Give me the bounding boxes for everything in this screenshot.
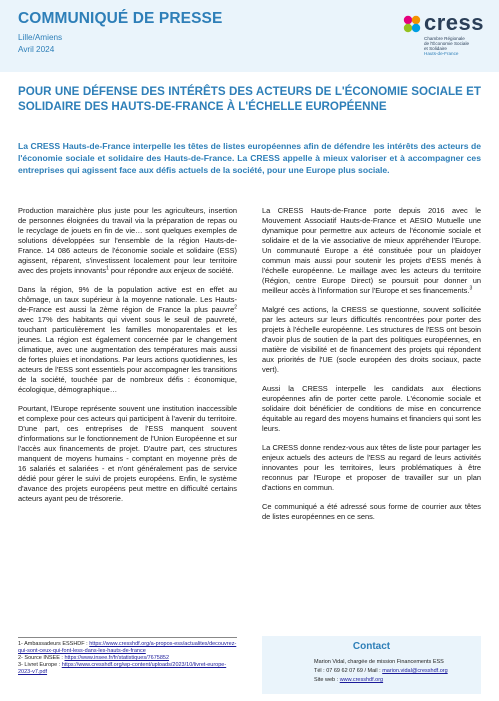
right-paragraph-4: La CRESS donne rendez-vous aux têtes de liste pour partager les enjeux actuels des acteurs de l'ESS au regard de leurs activités innovantes pour les territoires, leurs problématiques à être reconnus par l'Europe et proposer de travailler sur un plan d'actions en commun. [262,443,481,492]
contact-details [314,658,448,685]
contact-site-link[interactable]: www.cresshdf.org [339,677,384,683]
footnote-ref-1: 1 [106,265,109,272]
footnote-divider [18,637,237,638]
cress-logo [402,10,490,54]
footnote-2: 2- Source INSEE : https://www.insee.fr/fr/statistiques/7675852 [18,655,170,661]
contact-name: Marion Vidal, chargée de mission Financements ESS [314,659,444,665]
right-paragraph-2: Malgré ces actions, la CRESS se questionne, souvent sollicitée par les acteurs sur leurs difficultés rencontrées pour porter des projets à l'échelle européenne. Les structures de l'ESS ont besoin d'avoir plus de soutien de la part des politiques européennes, en matière de visibilité et de financement des projets qui répondent aux priorités de l'UE (socle européen des droits sociaux, pacte vert). [262,305,481,374]
footnote-3-link[interactable]: https://www.cresshdf.org/wp-content/uploads/2023/10/livret-europe-2023-v7.pdf [18,662,227,675]
contact-site: Site web : www.cresshdf.org [314,677,384,683]
footnotes [18,641,237,676]
left-column [18,206,237,513]
cress-logo-mark-icon [402,14,422,34]
left-paragraph-2: Dans la région, 9% de la population active est en effet au chômage, un taux supérieur à la moyenne nationale. Les Hauts-de-France est aussi la 2ème région de France la plus pauvre$^2$ avec 17% des habitants qui vivent sous le seuil de pauvreté, touchant particulièrement les familles monoparentales et les jeunes. La région est également concernée par le changement climatique, avec une augmentation des températures mais aussi de fortes pluies et inondations. Par leurs actions quotidiennes, les acteurs de l'ESS sont essentiels pour accompagner les transitions de la société, touchée par de nombreux défis : économique, écologique, démographique… [18,285,237,394]
header-band [0,0,499,72]
footnote-3: 3- Livret Europe : https://www.cresshdf.org/wp-content/uploads/2023/10/livret-europe-2023-v7.pdf [18,662,227,675]
footnote-ref-2: 2 [234,304,237,311]
left-paragraph-1: Production maraichère plus juste pour les agriculteurs, insertion de personnes éloignées du travail via la préparation de repas ou le recyclage de jouets en fin de vie… sont quelques exemples de solutions développées sur l'ensemble de la région Hauts-de-France. 14 086 acteurs de l'économie sociale et solidaire (ESS) agissent, réparent, s'investissent localement pour leur territoire avec des projets innovants$^1$ pour répondre aux enjeux de société. [18,206,237,275]
date: Avril 2024 [18,45,55,54]
logo-subline-3: et Solidaire [424,46,447,51]
right-paragraph-1: La CRESS Hauts-de-France porte depuis 2016 avec le Mouvement Associatif Hauts-de-France et AESIO Mutuelle une dynamique pour permettre aux acteurs de l'économie sociale et solidaire et de la vie associative de mieux appréhender l'Europe. Un communauté Europe a été constituée pour un plaidoyer commun mais aussi pour soutenir les projets d'ESS menés à l'échelle européenne. Le maillage avec les acteurs du territoire (Région, centre Europe Direct) se poursuit pour donner un meilleur accès à l'information sur l'Europe et ses financements.$^3$ [262,206,481,295]
right-paragraph-3: Aussi la CRESS interpelle les candidats aux élections européennes afin de porter cette parole. L'économie sociale et solidaire doit bénéficier de conditions de mise en concurrence équitable au regard des moyens humains et financiers qui sont les leurs. [262,384,481,433]
article-title: POUR UNE DÉFENSE DES INTÉRÊTS DES ACTEURS DE L'ÉCONOMIE SOCIALE ET SOLIDAIRE DES HAUTS-DE-FRANCE À L'ÉCHELLE EUROPÉENNE [18,85,481,113]
contact-email-link[interactable]: marion.vidal@cresshdf.org [382,668,448,674]
right-column [262,206,481,531]
right-paragraph-5: Ce communiqué a été adressé sous forme de courrier aux têtes de listes européennes en ce sens. [262,502,481,521]
intro-paragraph: La CRESS Hauts-de-France interpelle les têtes de listes européennes afin de défendre les intérêts des acteurs de l'économie sociale et solidaire des Hauts-de-France. La CRESS appelle à mieux valoriser et à accompagner ces entreprises qui agissent face aux défis actuels de la société, pour une Europe plus sociale. [18,141,481,176]
contact-title: Contact [352,641,391,652]
contact-box [262,636,481,694]
footnote-2-link[interactable]: https://www.insee.fr/fr/statistiques/7675852 [64,655,170,661]
footnote-1-link[interactable]: https://www.cresshdf.org/a-propos-ess/actualites/decouvrez-qui-sont-ceux-qui-font-less-dans-les-hauts-de-france [18,641,237,654]
logo-subline-1: Chambre Régionale [424,36,465,41]
left-paragraph-3: Pourtant, l'Europe représente souvent une institution inaccessible et complexe pour ces acteurs qui participent à l'avenir du territoire. D'une part, ces entreprises de l'ESS manquent souvent d'informations sur le fonctionnement de l'Union Européenne et sur l'accès aux financements de projet. D'autre part, ces structures manquent de moyens humains - comptant en moyenne près de 16 salariés et salariées - et n'ont généralement pas de service dédié pour gérer le suivi de projets européens. Enfin, le système d'avance des projets européens peut mettre en difficulté certains acteurs ayant peu de trésorerie. [18,404,237,503]
press-release-title: COMMUNIQUÉ DE PRESSE [18,10,223,27]
logo-subline-2: de l'Économie Sociale [424,41,470,46]
footnote-ref-3: 3 [469,285,473,292]
location: Lille/Amiens [18,33,63,42]
contact-phone-mail: Tél : 07 69 62 07 69 / Mail : marion.vidal@cresshdf.org [314,668,448,674]
logo-wordmark: cress [424,10,485,35]
logo-subline-4: Hauts-de-France [424,51,459,56]
footnote-1: 1- Ambassadeurs ESSHDF : https://www.cresshdf.org/a-propos-ess/actualites/decouvrez-qui-sont-ceux-qui-font-less-dans-les-hauts-de-france [18,641,237,654]
